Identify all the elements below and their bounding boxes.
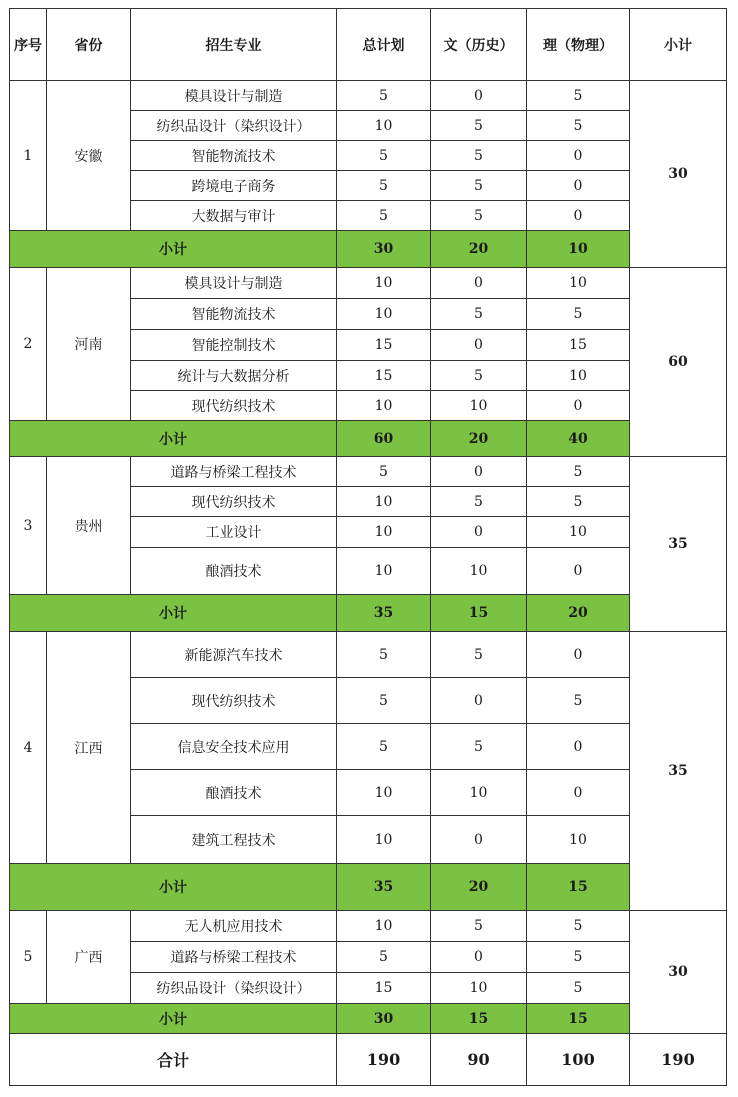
plan-cell: 5 — [337, 942, 431, 973]
subtotal-wen: 15 — [431, 595, 527, 632]
wen-cell: 5 — [431, 111, 527, 141]
province-number: 5 — [10, 911, 47, 1004]
li-cell: 5 — [527, 678, 630, 724]
major-name: 统计与大数据分析 — [131, 361, 337, 391]
subtotal-wen: 15 — [431, 1004, 527, 1034]
li-cell: 5 — [527, 457, 630, 487]
plan-cell: 10 — [337, 487, 431, 517]
li-cell: 5 — [527, 942, 630, 973]
major-name: 酿酒技术 — [131, 548, 337, 595]
plan-cell: 10 — [337, 391, 431, 421]
header-major: 招生专业 — [131, 9, 337, 81]
li-cell: 0 — [527, 141, 630, 171]
province-name: 河南 — [47, 268, 131, 421]
major-name: 道路与桥梁工程技术 — [131, 942, 337, 973]
wen-cell: 10 — [431, 391, 527, 421]
table-row — [10, 457, 727, 487]
plan-cell: 10 — [337, 268, 431, 299]
major-name: 道路与桥梁工程技术 — [131, 457, 337, 487]
plan-cell: 15 — [337, 361, 431, 391]
header-li: 理（物理） — [527, 9, 630, 81]
wen-cell: 0 — [431, 81, 527, 111]
table-row — [10, 81, 727, 111]
li-cell: 5 — [527, 299, 630, 330]
province-total: 35 — [630, 632, 727, 911]
subtotal-label: 小计 — [10, 231, 337, 268]
province-total: 35 — [630, 457, 727, 632]
li-cell: 10 — [527, 268, 630, 299]
wen-cell: 10 — [431, 973, 527, 1004]
plan-cell: 10 — [337, 517, 431, 548]
wen-cell: 5 — [431, 911, 527, 942]
plan-cell: 10 — [337, 770, 431, 816]
li-cell: 0 — [527, 770, 630, 816]
li-cell: 5 — [527, 487, 630, 517]
li-cell: 0 — [527, 724, 630, 770]
li-cell: 10 — [527, 816, 630, 864]
subtotal-row — [10, 595, 727, 632]
major-name: 工业设计 — [131, 517, 337, 548]
province-name: 广西 — [47, 911, 131, 1004]
subtotal-row — [10, 231, 727, 268]
wen-cell: 0 — [431, 942, 527, 973]
major-name: 模具设计与制造 — [131, 268, 337, 299]
plan-cell: 15 — [337, 330, 431, 361]
enrollment-plan-table — [9, 8, 727, 1086]
wen-cell: 5 — [431, 141, 527, 171]
li-cell: 5 — [527, 111, 630, 141]
header-plan: 总计划 — [337, 9, 431, 81]
li-cell: 5 — [527, 911, 630, 942]
province-name: 安徽 — [47, 81, 131, 231]
plan-cell: 15 — [337, 973, 431, 1004]
province-total: 30 — [630, 911, 727, 1034]
subtotal-wen: 20 — [431, 421, 527, 457]
subtotal-plan: 60 — [337, 421, 431, 457]
wen-cell: 0 — [431, 678, 527, 724]
wen-cell: 5 — [431, 201, 527, 231]
subtotal-row — [10, 1004, 727, 1034]
wen-cell: 0 — [431, 330, 527, 361]
major-name: 现代纺织技术 — [131, 487, 337, 517]
major-name: 建筑工程技术 — [131, 816, 337, 864]
plan-cell: 10 — [337, 816, 431, 864]
li-cell: 0 — [527, 171, 630, 201]
subtotal-li: 10 — [527, 231, 630, 268]
plan-cell: 10 — [337, 548, 431, 595]
grand-total-sum: 190 — [630, 1034, 727, 1086]
province-total: 30 — [630, 81, 727, 268]
wen-cell: 10 — [431, 548, 527, 595]
major-name: 智能物流技术 — [131, 299, 337, 330]
subtotal-row — [10, 421, 727, 457]
grand-total-wen: 90 — [431, 1034, 527, 1086]
subtotal-wen: 20 — [431, 864, 527, 911]
subtotal-li: 15 — [527, 1004, 630, 1034]
enrollment-plan-table-wrapper — [9, 8, 727, 1086]
plan-cell: 5 — [337, 678, 431, 724]
li-cell: 10 — [527, 517, 630, 548]
wen-cell: 5 — [431, 361, 527, 391]
major-name: 信息安全技术应用 — [131, 724, 337, 770]
plan-cell: 5 — [337, 81, 431, 111]
wen-cell: 0 — [431, 268, 527, 299]
plan-cell: 5 — [337, 201, 431, 231]
grand-total-label: 合计 — [10, 1034, 337, 1086]
li-cell: 5 — [527, 973, 630, 1004]
subtotal-li: 20 — [527, 595, 630, 632]
province-total: 60 — [630, 268, 727, 457]
plan-cell: 10 — [337, 299, 431, 330]
plan-cell: 5 — [337, 724, 431, 770]
major-name: 模具设计与制造 — [131, 81, 337, 111]
major-name: 酿酒技术 — [131, 770, 337, 816]
li-cell: 15 — [527, 330, 630, 361]
wen-cell: 5 — [431, 171, 527, 201]
subtotal-plan: 35 — [337, 864, 431, 911]
major-name: 纺织品设计（染织设计） — [131, 111, 337, 141]
grand-total-plan: 190 — [337, 1034, 431, 1086]
header-province: 省份 — [47, 9, 131, 81]
grand-total-li: 100 — [527, 1034, 630, 1086]
plan-cell: 5 — [337, 171, 431, 201]
subtotal-plan: 30 — [337, 231, 431, 268]
subtotal-li: 15 — [527, 864, 630, 911]
major-name: 智能控制技术 — [131, 330, 337, 361]
subtotal-label: 小计 — [10, 864, 337, 911]
wen-cell: 0 — [431, 517, 527, 548]
li-cell: 0 — [527, 632, 630, 678]
table-row — [10, 911, 727, 942]
subtotal-li: 40 — [527, 421, 630, 457]
major-name: 现代纺织技术 — [131, 678, 337, 724]
major-name: 大数据与审计 — [131, 201, 337, 231]
plan-cell: 5 — [337, 632, 431, 678]
header-row — [10, 9, 727, 81]
major-name: 智能物流技术 — [131, 141, 337, 171]
province-name: 贵州 — [47, 457, 131, 595]
subtotal-wen: 20 — [431, 231, 527, 268]
plan-cell: 5 — [337, 141, 431, 171]
li-cell: 5 — [527, 81, 630, 111]
wen-cell: 0 — [431, 816, 527, 864]
province-name: 江西 — [47, 632, 131, 864]
subtotal-label: 小计 — [10, 595, 337, 632]
wen-cell: 5 — [431, 487, 527, 517]
grand-total-row — [10, 1034, 727, 1086]
li-cell: 0 — [527, 391, 630, 421]
header-wen: 文（历史） — [431, 9, 527, 81]
subtotal-label: 小计 — [10, 1004, 337, 1034]
subtotal-plan: 35 — [337, 595, 431, 632]
province-number: 1 — [10, 81, 47, 231]
subtotal-row — [10, 864, 727, 911]
li-cell: 0 — [527, 548, 630, 595]
plan-cell: 10 — [337, 911, 431, 942]
plan-cell: 5 — [337, 457, 431, 487]
major-name: 无人机应用技术 — [131, 911, 337, 942]
province-number: 2 — [10, 268, 47, 421]
table-row — [10, 632, 727, 678]
wen-cell: 5 — [431, 299, 527, 330]
subtotal-plan: 30 — [337, 1004, 431, 1034]
wen-cell: 5 — [431, 632, 527, 678]
table-row — [10, 268, 727, 299]
province-number: 4 — [10, 632, 47, 864]
wen-cell: 0 — [431, 457, 527, 487]
major-name: 跨境电子商务 — [131, 171, 337, 201]
major-name: 新能源汽车技术 — [131, 632, 337, 678]
header-subtotal: 小计 — [630, 9, 727, 81]
wen-cell: 5 — [431, 724, 527, 770]
header-no: 序号 — [10, 9, 47, 81]
major-name: 现代纺织技术 — [131, 391, 337, 421]
li-cell: 10 — [527, 361, 630, 391]
li-cell: 0 — [527, 201, 630, 231]
major-name: 纺织品设计（染织设计） — [131, 973, 337, 1004]
province-number: 3 — [10, 457, 47, 595]
subtotal-label: 小计 — [10, 421, 337, 457]
plan-cell: 10 — [337, 111, 431, 141]
wen-cell: 10 — [431, 770, 527, 816]
